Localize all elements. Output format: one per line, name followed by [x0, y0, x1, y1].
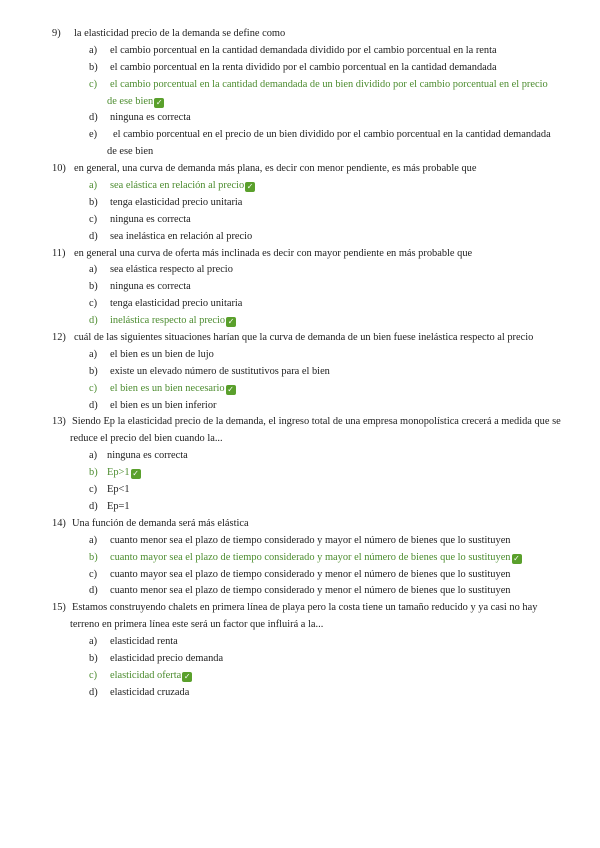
question-9: [0, 26, 600, 43]
option-letter: c): [89, 382, 98, 394]
option-letter: a): [89, 264, 98, 276]
option-text: de ese bien: [107, 146, 154, 158]
option-letter: c): [89, 669, 98, 681]
option-9b: [0, 60, 600, 77]
question-text: en general una curva de oferta más inclinada es decir con mayor pendiente en más probable que: [74, 247, 473, 259]
question-number: 9): [52, 28, 61, 39]
question-text: cuál de las siguientes situaciones harían que la curva de demanda de un bien fuese inelástica respecto al precio: [74, 332, 534, 344]
question-number: 14): [52, 517, 66, 529]
white-check-mark-icon: ✓: [155, 97, 163, 107]
question-number: 15): [52, 602, 66, 614]
option-text: ninguna es correcta: [110, 112, 191, 124]
option-10b: [0, 195, 600, 212]
option-text: cuanto mayor sea el plazo de tiempo considerado y menor el número de bienes que lo sustituyen: [110, 568, 511, 580]
question-number: 11): [52, 247, 66, 259]
option-9d: [0, 110, 600, 127]
option-text: el bien es un bien inferior: [110, 399, 217, 411]
option-letter: c): [89, 568, 98, 580]
option-letter: b): [89, 281, 98, 293]
option-text: el bien es un bien necesario: [110, 382, 225, 394]
white-check-mark-icon: ✓: [132, 469, 139, 479]
option-letter: b): [89, 467, 98, 479]
option-text: elasticidad cruzada: [110, 686, 190, 698]
question-text: Siendo Ep la elasticidad precio de la demanda, el ingreso total de una empresa monopolística crecerá a medida que se: [72, 416, 561, 428]
option-text: el cambio porcentual en la renta dividido por el cambio porcentual en la cantidad demandada: [110, 61, 497, 73]
option-letter: b): [89, 61, 98, 73]
option-text: elasticidad renta: [110, 636, 178, 648]
option-text: sea inelástica en relación al precio: [110, 230, 253, 242]
option-text: inelástica respecto al precio: [110, 315, 226, 327]
option-text: ninguna es correcta: [107, 450, 188, 462]
question-number: 10): [52, 163, 66, 175]
option-letter: d): [89, 500, 98, 512]
option-12a: [0, 347, 600, 364]
option-13c: [0, 482, 600, 499]
option-10c: [0, 212, 600, 229]
option-text: Ep=1: [107, 500, 130, 512]
option-12b: [0, 364, 600, 381]
option-letter: d): [89, 585, 98, 597]
question-text: la elasticidad precio de la demanda se define como: [74, 28, 286, 39]
option-text: cuanto menor sea el plazo de tiempo considerado y menor el número de bienes que lo sustituyen: [110, 585, 511, 597]
option-15c-correct: [0, 668, 600, 685]
option-text: de ese bien: [107, 95, 154, 107]
option-letter: d): [89, 112, 98, 124]
option-text: cuanto mayor sea el plazo de tiempo considerado y mayor el número de bienes que lo sustituyen: [110, 551, 511, 563]
option-text: Ep>1: [107, 467, 130, 479]
option-9e-continuation: [0, 144, 600, 161]
question-text: reduce el precio del bien cuando la...: [70, 433, 223, 445]
option-text: existe un elevado número de sustitutivos para el bien: [110, 365, 330, 377]
option-text: el bien es un bien de lujo: [110, 348, 214, 360]
option-letter: a): [89, 180, 98, 192]
option-text: el cambio porcentual en la cantidad demandada de un bien dividido por el cambio porcentual en el precio: [110, 78, 548, 90]
option-13a: [0, 448, 600, 465]
option-9e: [0, 127, 600, 144]
question-12: [0, 330, 600, 347]
option-letter: b): [89, 196, 98, 208]
option-11a: [0, 262, 600, 279]
question-text: terreno en primera línea este será un factor que influirá a la...: [70, 619, 324, 631]
option-15a: [0, 634, 600, 651]
question-15: [0, 600, 600, 617]
option-text: el cambio porcentual en el precio de un bien dividido por el cambio porcentual en la cantidad demandada: [113, 129, 551, 141]
question-13-continuation: [0, 431, 600, 448]
option-text: cuanto menor sea el plazo de tiempo considerado y mayor el número de bienes que lo sustituyen: [110, 534, 511, 546]
option-text: elasticidad oferta: [110, 669, 182, 681]
option-10d: [0, 229, 600, 246]
question-text: en general, una curva de demanda más plana, es decir con menor pendiente, es más probable que: [74, 163, 477, 175]
white-check-mark-icon: ✓: [183, 671, 191, 681]
option-11d-correct: [0, 313, 600, 330]
question-10: [0, 161, 600, 178]
option-text: ninguna es correcta: [110, 281, 191, 293]
option-letter: a): [89, 348, 98, 360]
white-check-mark-icon: ✓: [227, 384, 234, 394]
question-11: [0, 246, 600, 263]
white-check-mark-icon: ✓: [513, 553, 520, 563]
option-letter: b): [89, 365, 98, 377]
option-letter: c): [89, 484, 98, 496]
option-letter: c): [89, 298, 98, 310]
option-11b: [0, 279, 600, 296]
option-15b: [0, 651, 600, 668]
option-text: tenga elasticidad precio unitaria: [110, 298, 243, 310]
question-15-continuation: [0, 617, 600, 634]
question-text: Estamos construyendo chalets en primera línea de playa pero la costa tiene un tamaño reducido y ya casi no hay: [72, 602, 538, 614]
question-number: 12): [52, 332, 66, 344]
option-letter: c): [89, 78, 98, 90]
option-letter: a): [89, 450, 98, 462]
option-letter: a): [89, 534, 98, 546]
option-letter: b): [89, 652, 98, 664]
option-letter: d): [89, 686, 98, 698]
option-letter: d): [89, 399, 98, 411]
option-letter: d): [89, 315, 98, 327]
quiz-document: [0, 26, 600, 702]
option-9c-continuation: [0, 94, 600, 111]
option-11c: [0, 296, 600, 313]
option-9a: [0, 43, 600, 60]
option-text: sea elástica en relación al precio: [110, 180, 245, 192]
option-letter: a): [89, 44, 98, 56]
option-14c: [0, 567, 600, 584]
option-text: tenga elasticidad precio unitaria: [110, 196, 243, 208]
option-letter: e): [89, 129, 98, 141]
option-14b-correct: [0, 550, 600, 567]
option-text: ninguna es correcta: [110, 213, 191, 225]
option-letter: c): [89, 213, 98, 225]
option-12c-correct: [0, 381, 600, 398]
option-text: el cambio porcentual en la cantidad demandada dividido por el cambio porcentual en la renta: [110, 44, 497, 56]
option-13b-correct: [0, 465, 600, 482]
option-14a: [0, 533, 600, 550]
option-text: elasticidad precio demanda: [110, 652, 224, 664]
option-12d: [0, 398, 600, 415]
question-number: 13): [52, 416, 66, 428]
option-14d: [0, 583, 600, 600]
option-text: Ep<1: [107, 484, 130, 496]
option-letter: d): [89, 230, 98, 242]
option-10a-correct: [0, 178, 600, 195]
option-15d: [0, 685, 600, 702]
option-text: sea elástica respecto al precio: [110, 264, 233, 276]
question-13: [0, 414, 600, 431]
question-text: Una función de demanda será más elástica: [72, 517, 249, 529]
option-letter: b): [89, 551, 98, 563]
option-13d: [0, 499, 600, 516]
white-check-mark-icon: ✓: [246, 182, 254, 192]
option-letter: a): [89, 636, 98, 648]
question-14: [0, 516, 600, 533]
option-9c-correct: [0, 77, 600, 94]
white-check-mark-icon: ✓: [227, 317, 235, 327]
